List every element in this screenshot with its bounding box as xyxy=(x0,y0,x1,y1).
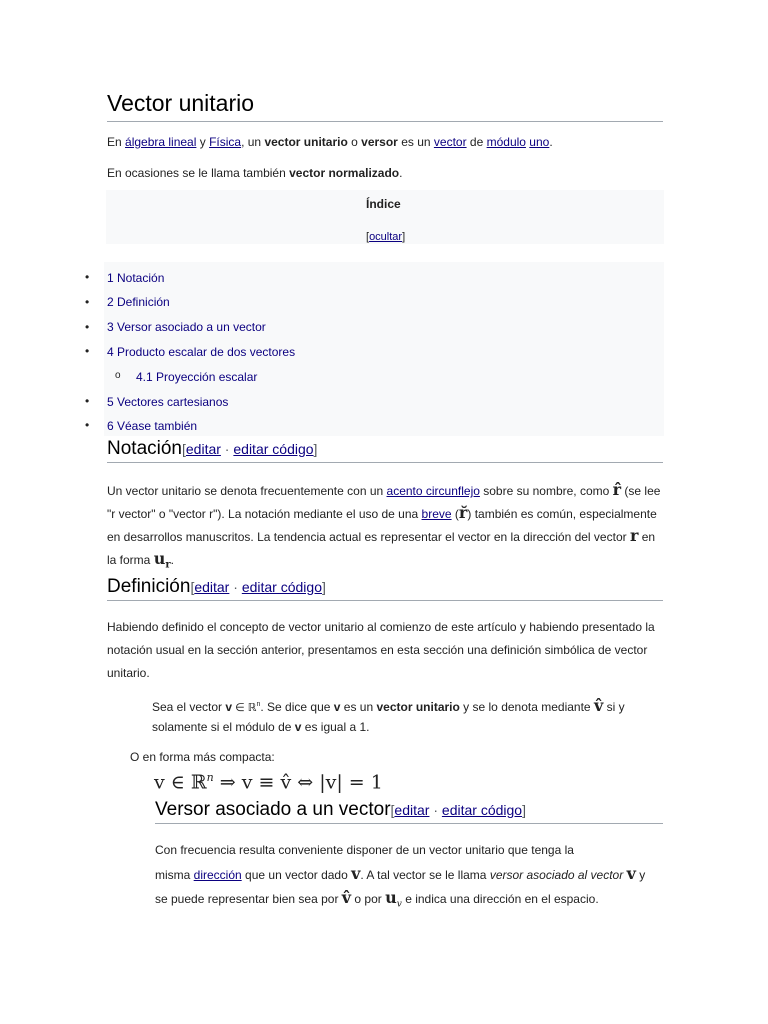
intro-text: y xyxy=(196,135,210,149)
math-v-hat: v̂ xyxy=(341,888,352,907)
edit-code-link[interactable]: editar código xyxy=(241,579,322,595)
intro-text: . xyxy=(549,135,553,149)
bold-versor: versor xyxy=(361,135,398,149)
text: (se lee xyxy=(621,484,661,498)
page-title: Vector unitario xyxy=(107,88,663,122)
bracket-open: [ xyxy=(366,231,370,243)
edit-links xyxy=(182,441,317,457)
toc-title: Índice xyxy=(366,197,401,211)
edit-link[interactable]: editar xyxy=(194,579,230,595)
text: ( xyxy=(451,507,459,521)
text: es igual a 1. xyxy=(301,720,370,734)
list-bullet: • xyxy=(85,344,90,358)
math-r-breve: r̆ xyxy=(458,503,468,522)
math-v: v xyxy=(626,864,636,883)
link-acento-circunflejo[interactable]: acento circunflejo xyxy=(386,484,480,498)
text: . xyxy=(170,553,174,567)
bracket-close: ] xyxy=(522,802,526,818)
edit-link[interactable]: editar xyxy=(185,441,221,457)
separator: · xyxy=(229,579,242,595)
math-v: v xyxy=(351,864,361,883)
edit-link[interactable]: editar xyxy=(394,802,430,818)
list-bullet: • xyxy=(85,270,90,284)
toc-item-vease-tambien[interactable]: 6 Véase también xyxy=(107,419,198,433)
bold-vector-normalizado: vector normalizado xyxy=(289,166,400,180)
text: y se lo denota mediante xyxy=(459,700,594,714)
formula-sup-n: n xyxy=(206,771,214,784)
text: si y xyxy=(603,700,625,714)
math-in-r: ∈ ℝ xyxy=(232,702,257,714)
definicion-compact-intro: O en forma más compacta: xyxy=(130,750,275,764)
text: la forma xyxy=(107,553,154,567)
text: y xyxy=(635,868,646,882)
formula-part: ⇒ v ≡ v̂ ⇔ |v| = 1 xyxy=(213,771,383,794)
versor-line-1: Con frecuencia resulta conveniente disponer de un vector unitario que tenga la xyxy=(155,843,574,857)
definicion-formula xyxy=(154,771,383,793)
notacion-line-3 xyxy=(107,524,667,549)
math-r-hat: r̂ xyxy=(612,480,622,499)
text: e indica una dirección en el espacio. xyxy=(401,892,599,906)
toc-item-vectores-cartesianos[interactable]: 5 Vectores cartesianos xyxy=(107,395,229,409)
link-modulo[interactable]: módulo xyxy=(486,135,526,149)
separator: · xyxy=(429,802,442,818)
intro-text: de xyxy=(466,135,487,149)
math-sup-n: n xyxy=(256,701,261,708)
bold-vector-unitario: vector unitario xyxy=(376,700,460,714)
link-uno[interactable]: uno xyxy=(529,135,550,149)
link-direccion[interactable]: dirección xyxy=(193,868,242,882)
text: o por xyxy=(351,892,386,906)
intro-text: . xyxy=(399,166,403,180)
text: misma xyxy=(155,868,194,882)
heading-text: Versor asociado a un vector xyxy=(155,799,391,820)
toc-item-notacion[interactable]: 1 Notación xyxy=(107,271,165,285)
text: se puede representar bien sea por xyxy=(155,892,342,906)
list-bullet: • xyxy=(85,320,90,334)
list-sub-bullet: o xyxy=(115,370,121,381)
definicion-line-2: notación usual en la sección anterior, presentamos en esta sección una definición simbólica de vector xyxy=(107,643,648,657)
link-algebra-lineal[interactable]: álgebra lineal xyxy=(125,135,197,149)
intro-text: o xyxy=(347,135,362,149)
link-fisica[interactable]: Física xyxy=(209,135,242,149)
math-v: v xyxy=(333,700,341,714)
bracket-close: ] xyxy=(313,441,318,457)
edit-code-link[interactable]: editar código xyxy=(441,802,523,818)
text: que un vector dado xyxy=(241,868,352,882)
intro-text: , un xyxy=(241,135,265,149)
bracket-open: [ xyxy=(390,802,395,818)
text: en xyxy=(638,530,656,544)
list-bullet: • xyxy=(85,295,90,309)
notacion-line-1 xyxy=(107,478,667,503)
intro-paragraph-2 xyxy=(107,162,402,185)
definicion-statement-line-2 xyxy=(152,716,369,739)
math-r: r xyxy=(629,526,639,545)
list-bullet: • xyxy=(85,394,90,408)
toc-hide-toggle[interactable] xyxy=(366,231,405,243)
section-heading-versor xyxy=(155,797,663,824)
heading-text: Notación xyxy=(107,438,182,459)
text: en desarrollos manuscritos. La tendencia actual es representar el vector en la dirección del vector xyxy=(107,530,630,544)
intro-text: es un xyxy=(397,135,434,149)
math-sub-r: r xyxy=(165,559,171,571)
notacion-line-4 xyxy=(107,547,667,576)
separator: · xyxy=(220,441,234,457)
math-v-hat: v̂ xyxy=(593,696,604,715)
bracket-open: [ xyxy=(190,579,195,595)
section-heading-definicion xyxy=(107,574,663,601)
notacion-line-2 xyxy=(107,501,667,526)
text: . A tal vector se le llama xyxy=(360,868,490,882)
list-bullet: • xyxy=(85,418,90,432)
text: . Se dice que xyxy=(260,700,334,714)
heading-text: Definición xyxy=(107,576,191,597)
math-v: v xyxy=(294,720,302,734)
text: es un xyxy=(340,700,377,714)
intro-text: En xyxy=(107,135,126,149)
edit-code-link[interactable]: editar código xyxy=(233,441,314,457)
versor-line-3 xyxy=(155,886,665,916)
intro-paragraph-1 xyxy=(107,131,553,154)
text: sobre su nombre, como xyxy=(479,484,613,498)
edit-links xyxy=(190,579,325,595)
toc-item-definicion[interactable]: 2 Definición xyxy=(107,295,170,309)
definicion-line-3: unitario. xyxy=(107,666,150,680)
toc-item-proyeccion-escalar[interactable]: 4.1 Proyección escalar xyxy=(136,370,258,384)
bracket-close: ] xyxy=(402,231,406,243)
math-u: u xyxy=(385,888,397,907)
text: Un vector unitario se denota frecuentemente con un xyxy=(107,484,387,498)
math-v: v xyxy=(225,700,233,714)
math-sub-v: v xyxy=(396,899,402,910)
toc-hide-link[interactable]: ocultar xyxy=(369,231,403,243)
intro-text: En ocasiones se le llama también xyxy=(107,166,290,180)
link-vector[interactable]: vector xyxy=(433,135,467,149)
bracket-close: ] xyxy=(321,579,326,595)
bold-vector-unitario: vector unitario xyxy=(264,135,348,149)
versor-line-2 xyxy=(155,862,665,887)
text: ) también es común, especialmente xyxy=(467,507,657,521)
edit-links xyxy=(391,802,526,818)
toc-item-versor[interactable]: 3 Versor asociado a un vector xyxy=(107,320,266,334)
definicion-line-1: Habiendo definido el concepto de vector unitario al comienzo de este artículo y habiendo presentado la xyxy=(107,620,655,634)
section-heading-notacion xyxy=(107,436,663,463)
toc-item-producto-escalar[interactable]: 4 Producto escalar de dos vectores xyxy=(107,345,296,359)
text: "r vector" o "vector r"). La notación mediante el uso de una xyxy=(107,507,422,521)
math-u: u xyxy=(153,549,166,568)
text: solamente si el módulo de xyxy=(152,720,295,734)
italic-versor-asociado: versor asociado al vector xyxy=(489,868,624,882)
link-breve[interactable]: breve xyxy=(421,507,452,521)
formula-part: v ∈ ℝ xyxy=(154,771,207,794)
text: Sea el vector xyxy=(152,700,226,714)
bracket-open: [ xyxy=(182,441,186,457)
